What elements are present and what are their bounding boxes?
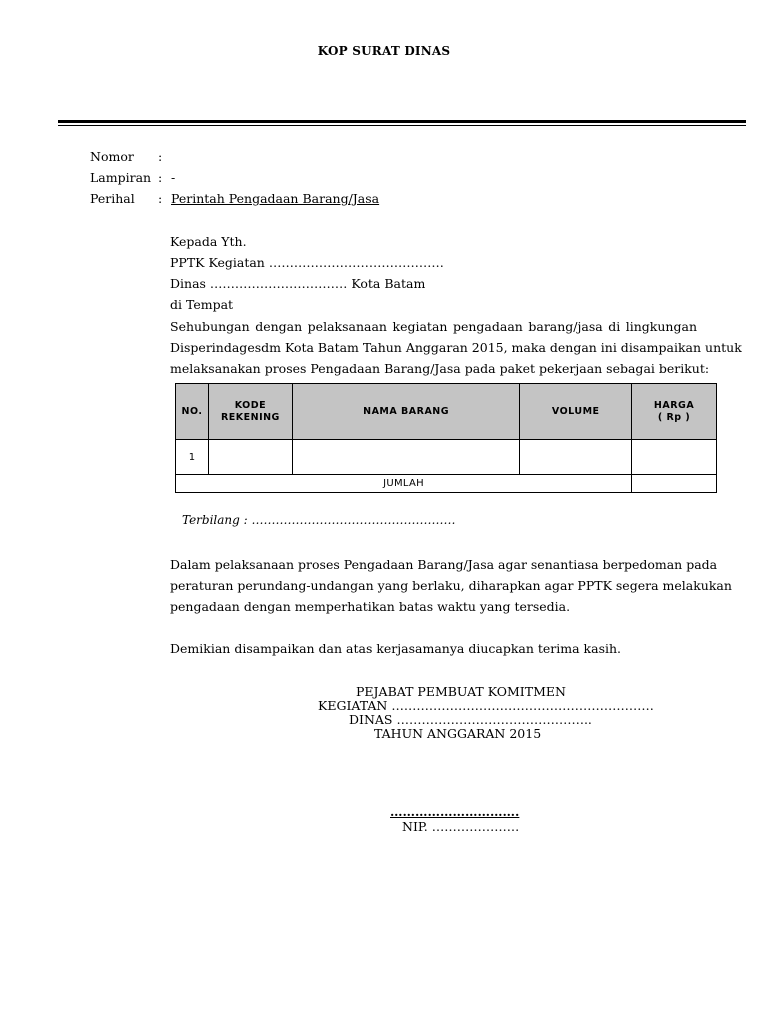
procurement-table	[175, 383, 717, 493]
signature-nip: NIP. …………………	[402, 819, 520, 834]
table-header-row	[176, 384, 717, 440]
address-line-3: Dinas …………………………… Kota Batam	[170, 276, 426, 291]
signature-dinas: DINAS ………………………………………..	[349, 712, 592, 727]
address-line-1: Kepada Yth.	[170, 234, 247, 249]
lampiran-label: Lampiran	[90, 170, 152, 185]
cell-volume	[520, 440, 632, 475]
nomor-label: Nomor	[90, 149, 134, 164]
intro-line-3: melaksanakan proses Pengadaan Barang/Jasa pada paket pekerjaan sebagai berikut:	[170, 361, 710, 376]
col-header-kode-rekening	[208, 384, 292, 440]
body-line-2: peraturan perundang-undangan yang berlaku, diharapkan agar PPTK segera melakukan	[170, 578, 732, 593]
letterhead-rule-thin	[58, 125, 746, 126]
letterhead-rule-thick	[58, 120, 746, 123]
perihal-colon: :	[158, 191, 163, 206]
address-line-2: PPTK Kegiatan ……………………………………	[170, 255, 444, 270]
cell-kode	[208, 440, 292, 475]
intro-line-1: Sehubungan dengan pelaksanaan kegiatan pengadaan barang/jasa di lingkungan	[170, 319, 697, 334]
cell-harga	[632, 440, 717, 475]
address-line-4: di Tempat	[170, 297, 234, 312]
body-line-3: pengadaan dengan memperhatikan batas waktu yang tersedia.	[170, 599, 571, 614]
table-total-row	[176, 475, 717, 493]
col-header-harga-line1: HARGA	[653, 399, 695, 411]
jumlah-value	[632, 475, 717, 493]
table-row	[176, 440, 717, 475]
terbilang-line: Terbilang : ……………………………………………	[182, 513, 456, 527]
col-header-harga-line2: ( Rp )	[657, 411, 691, 423]
signature-title: PEJABAT PEMBUAT KOMITMEN	[356, 684, 566, 699]
col-header-nama-barang: NAMA BARANG	[292, 384, 519, 440]
signature-tahun: TAHUN ANGGARAN 2015	[374, 726, 542, 741]
col-header-no: NO.	[176, 384, 209, 440]
intro-line-2: Disperindagesdm Kota Batam Tahun Anggaran 2015, maka dengan ini disampaikan untuk	[170, 340, 742, 355]
signature-kegiatan: KEGIATAN ………………………………………………………	[318, 698, 654, 713]
nomor-colon: :	[158, 149, 163, 164]
col-header-volume: VOLUME	[520, 384, 632, 440]
body-line-1: Dalam pelaksanaan proses Pengadaan Barang/Jasa agar senantiasa berpedoman pada	[170, 557, 718, 572]
perihal-label: Perihal	[90, 191, 135, 206]
col-header-harga	[632, 384, 717, 440]
jumlah-label: JUMLAH	[176, 475, 632, 493]
cell-no: 1	[176, 440, 209, 475]
lampiran-colon: :	[158, 170, 163, 185]
perihal-value: Perintah Pengadaan Barang/Jasa	[171, 191, 380, 206]
closing-line: Demikian disampaikan dan atas kerjasamanya diucapkan terima kasih.	[170, 641, 622, 656]
lampiran-value: -	[171, 170, 176, 185]
letterhead-title: KOP SURAT DINAS	[317, 44, 451, 58]
col-header-kode-line1: KODE	[234, 399, 267, 411]
cell-nama	[292, 440, 519, 475]
col-header-kode-line2: REKENING	[220, 411, 280, 423]
signature-name: ………………………….	[390, 804, 520, 819]
